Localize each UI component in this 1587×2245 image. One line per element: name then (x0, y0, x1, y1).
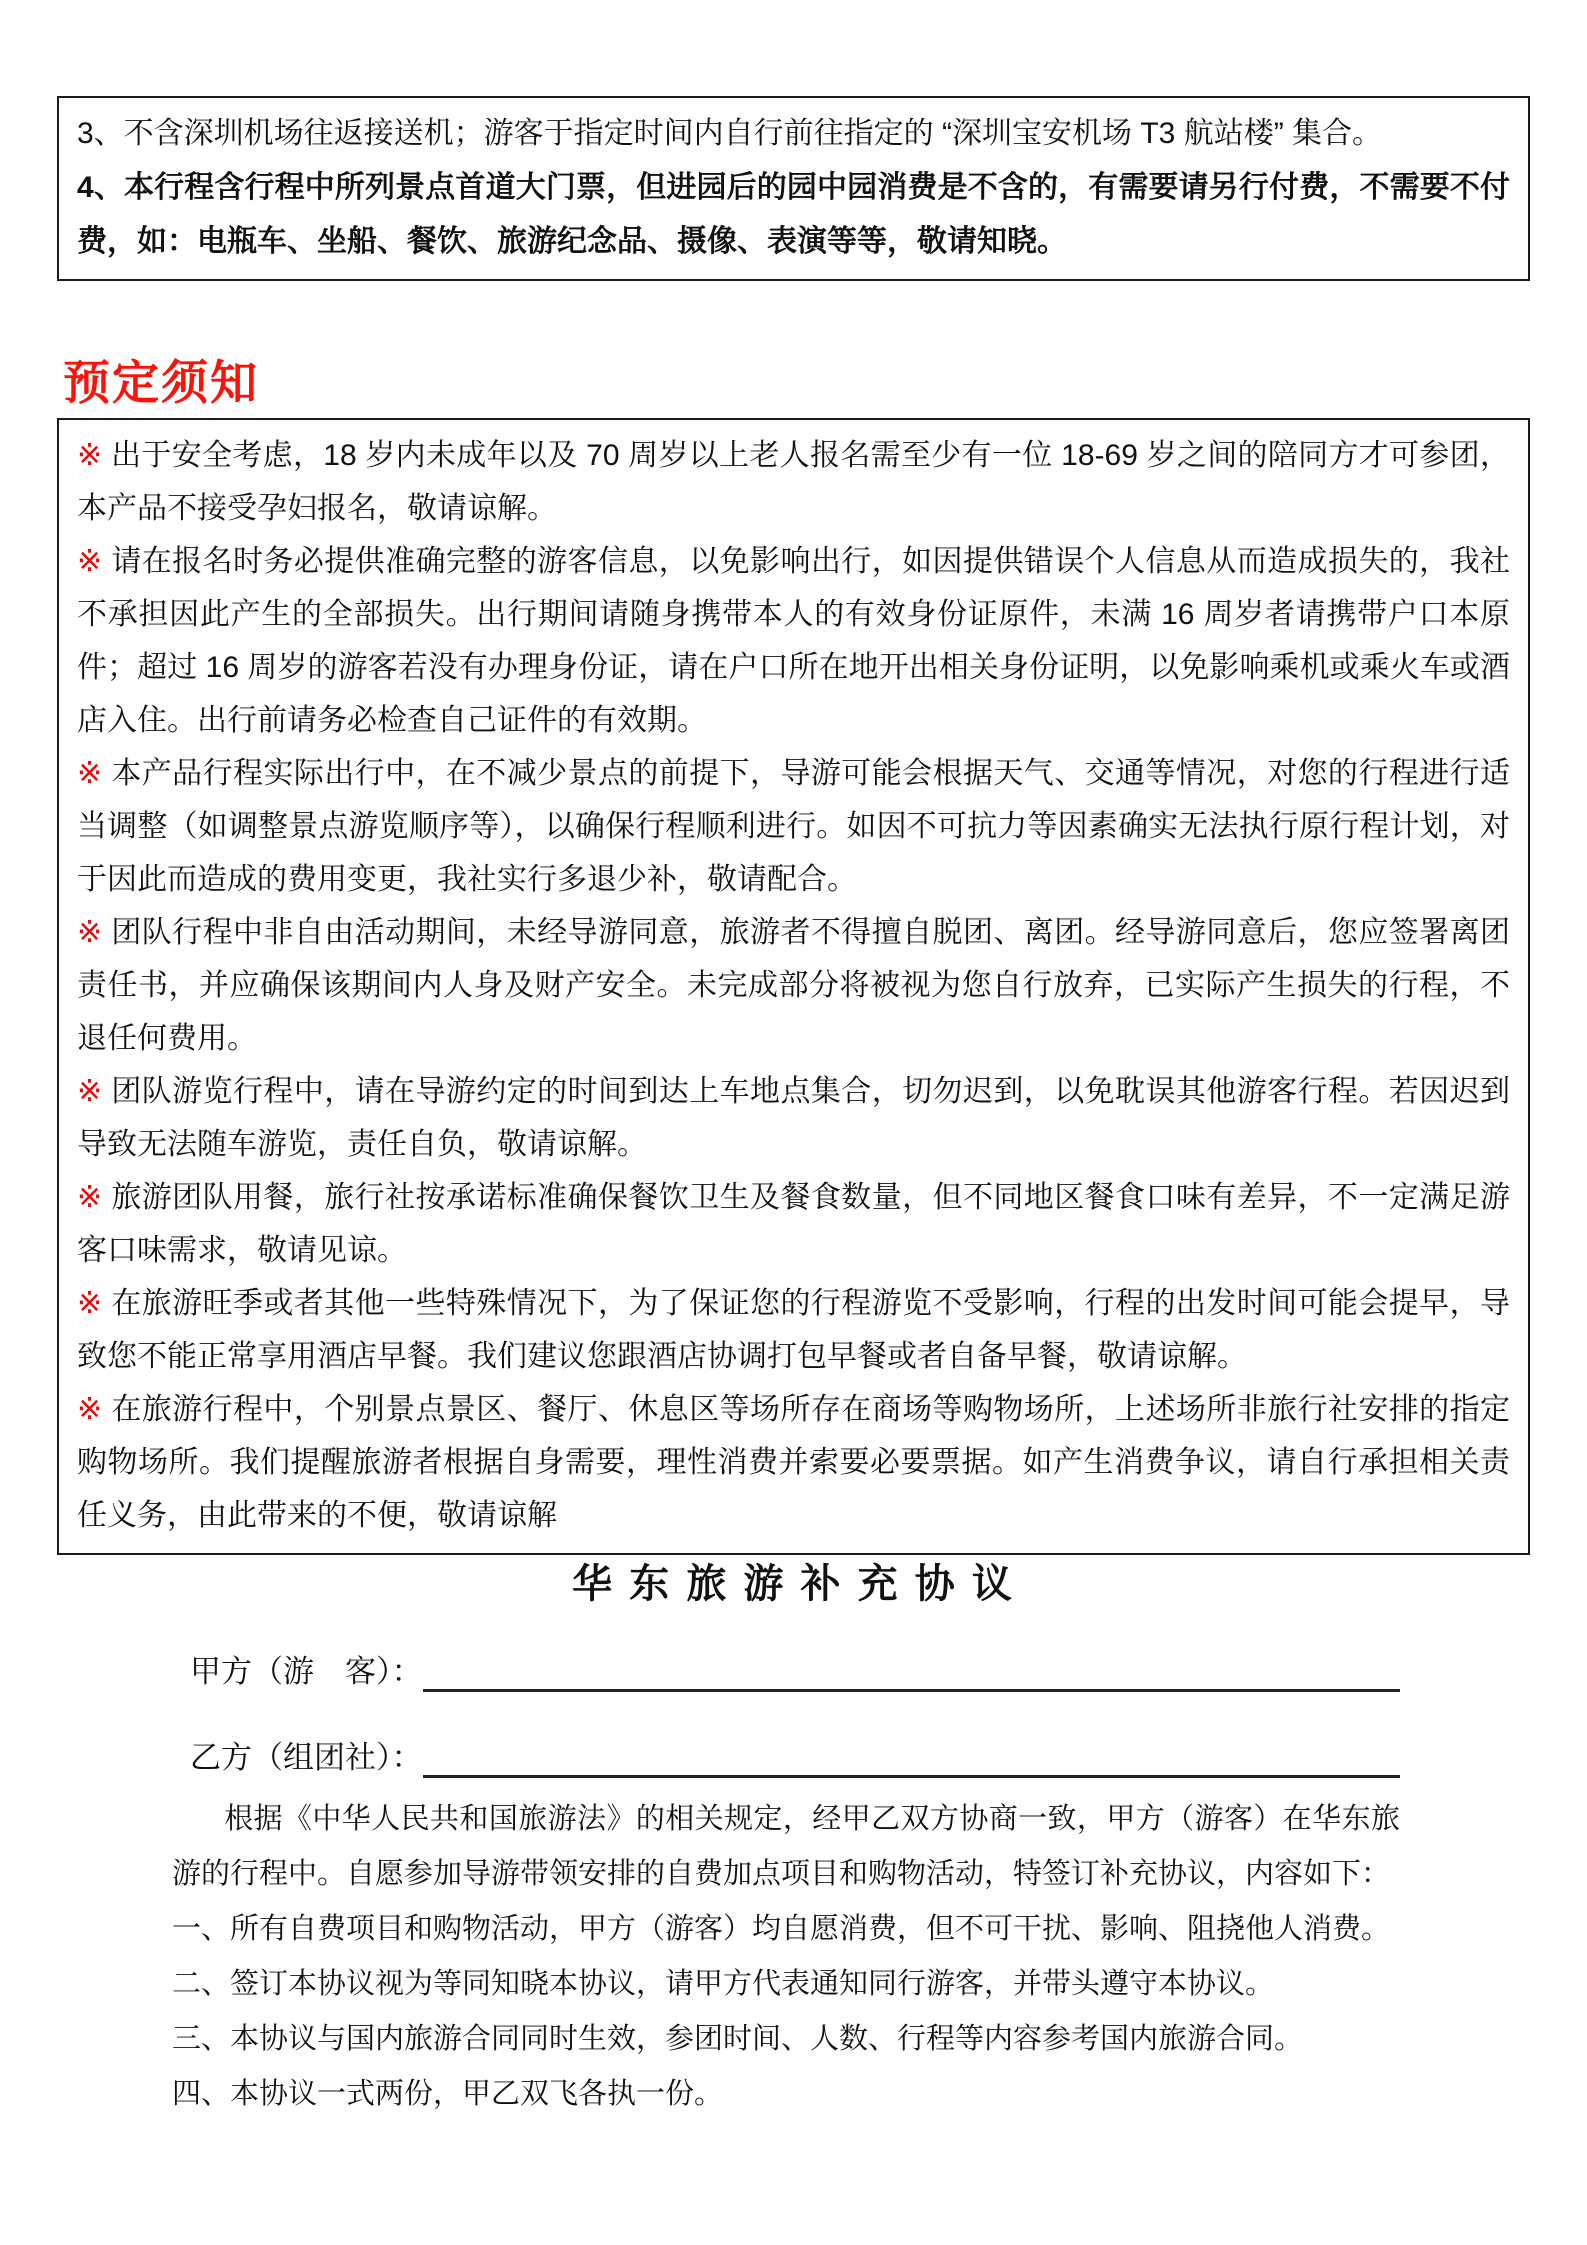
party-b-row (190, 1738, 1400, 1778)
booking-note-text: 团队行程中非自由活动期间，未经导游同意，旅游者不得擅自脱团、离团。经导游同意后，您应签署离团责任书，并应确保该期间内人身及财产安全。未完成部分将被视为您自行放弃，已实际产生损失的行程，不退任何费用。 (77, 916, 1511, 1055)
booking-note-item (77, 1383, 1510, 1542)
agreement-clause: 四、本协议一式两份，甲乙双飞各执一份。 (172, 2078, 724, 2110)
booking-note-text: 在旅游旺季或者其他一些特殊情况下，为了保证您的行程游览不受影响，行程的出发时间可能会提早，导致您不能正常享用酒店早餐。我们建议您跟酒店协调打包早餐或者自备早餐，敬请谅解。 (77, 1287, 1511, 1373)
agreement-clause: 三、本协议与国内旅游合同同时生效，参团时间、人数、行程等内容参考国内旅游合同。 (172, 2023, 1304, 2055)
agreement-clauses (172, 1902, 1400, 2122)
note-marker-icon: ※ (77, 1393, 103, 1426)
party-a-label: 甲方（游 客）： (190, 1654, 423, 1689)
agreement-clause: 二、签订本协议视为等同知晓本协议，请甲方代表通知同行游客，并带头遵守本协议。 (172, 1968, 1275, 2000)
booking-note-text: 本产品行程实际出行中，在不减少景点的前提下，导游可能会根据天气、交通等情况，对您的行程进行适当调整（如调整景点游览顺序等），以确保行程顺利进行。如因不可抗力等因素确实无法执行原行程计划，对于因此而造成的费用变更，我社实行多退少补，敬请配合。 (77, 757, 1511, 896)
booking-notes-heading: 预定须知 (63, 356, 259, 409)
party-b-signature-line[interactable] (423, 1739, 1401, 1778)
booking-note-text: 旅游团队用餐，旅行社按承诺标准确保餐饮卫生及餐食数量，但不同地区餐食口味有差异，不一定满足游客口味需求，敬请见谅。 (77, 1181, 1511, 1267)
note-marker-icon: ※ (77, 1287, 103, 1320)
agreement-clause: 一、所有自费项目和购物活动，甲方（游客）均自愿消费，但不可干扰、影响、阻挠他人消费。 (172, 1913, 1391, 1945)
notice-item-4: 4、本行程含行程中所列景点首道大门票，但进园后的园中园消费是不含的，有需要请另行付费，不需要不付费，如：电瓶车、坐船、餐饮、旅游纪念品、摄像、表演等等，敬请知晓。 (77, 171, 1510, 258)
booking-note-item (77, 747, 1510, 906)
booking-notes-box (57, 418, 1530, 1555)
trip-fee-notice-box (57, 96, 1530, 281)
note-marker-icon: ※ (77, 1181, 103, 1214)
booking-note-item (77, 906, 1510, 1065)
party-b-label: 乙方（组团社）： (190, 1740, 423, 1775)
booking-note-text: 出于安全考虑，18 岁内未成年以及 70 周岁以上老人报名需至少有一位 18-69 岁之间的陪同方才可参团，本产品不接受孕妇报名，敬请谅解。 (77, 439, 1510, 525)
party-a-row (190, 1652, 1400, 1692)
booking-note-text: 团队游览行程中，请在导游约定的时间到达上车地点集合，切勿迟到，以免耽误其他游客行程。若因迟到导致无法随车游览，责任自负，敬请谅解。 (77, 1075, 1511, 1161)
agreement-intro: 根据《中华人民共和国旅游法》的相关规定，经甲乙双方协商一致，甲方（游客）在华东旅游的行程中。自愿参加导游带领安排的自费加点项目和购物活动，特签订补充协议，内容如下： (172, 1803, 1400, 1890)
booking-note-text: 请在报名时务必提供准确完整的游客信息，以免影响出行，如因提供错误个人信息从而造成损失的，我社不承担因此产生的全部损失。出行期间请随身携带本人的有效身份证原件，未满 16 周岁者请携带户口本原件；超过 16 周岁的游客若没有办理身份证，请在户口所在地开出相关身份证明，以免影响乘机或乘火车或酒店入住。出行前请务必检查自己证件的有效期。 (77, 545, 1511, 737)
booking-note-item (77, 429, 1510, 535)
party-a-signature-line[interactable] (423, 1653, 1401, 1692)
note-marker-icon: ※ (77, 439, 103, 472)
agreement-body (172, 1792, 1400, 2122)
booking-note-text: 在旅游行程中，个别景点景区、餐厅、休息区等场所存在商场等购物场所，上述场所非旅行社安排的指定购物场所。我们提醒旅游者根据自身需要，理性消费并索要必要票据。如产生消费争议，请自行承担相关责任义务，由此带来的不便，敬请谅解 (77, 1393, 1511, 1532)
notice-item-3: 3、不含深圳机场往返接送机；游客于指定时间内自行前往指定的 “深圳宝安机场 T3 航站楼” 集合。 (77, 117, 1383, 150)
note-marker-icon: ※ (77, 1075, 103, 1108)
booking-note-item (77, 1171, 1510, 1277)
note-marker-icon: ※ (77, 757, 103, 790)
agreement-title: 华 东 旅 游 补 充 协 议 (572, 1562, 1015, 1606)
note-marker-icon: ※ (77, 545, 103, 578)
booking-note-item (77, 1277, 1510, 1383)
booking-note-item (77, 1065, 1510, 1171)
note-marker-icon: ※ (77, 916, 103, 949)
booking-note-item (77, 535, 1510, 747)
